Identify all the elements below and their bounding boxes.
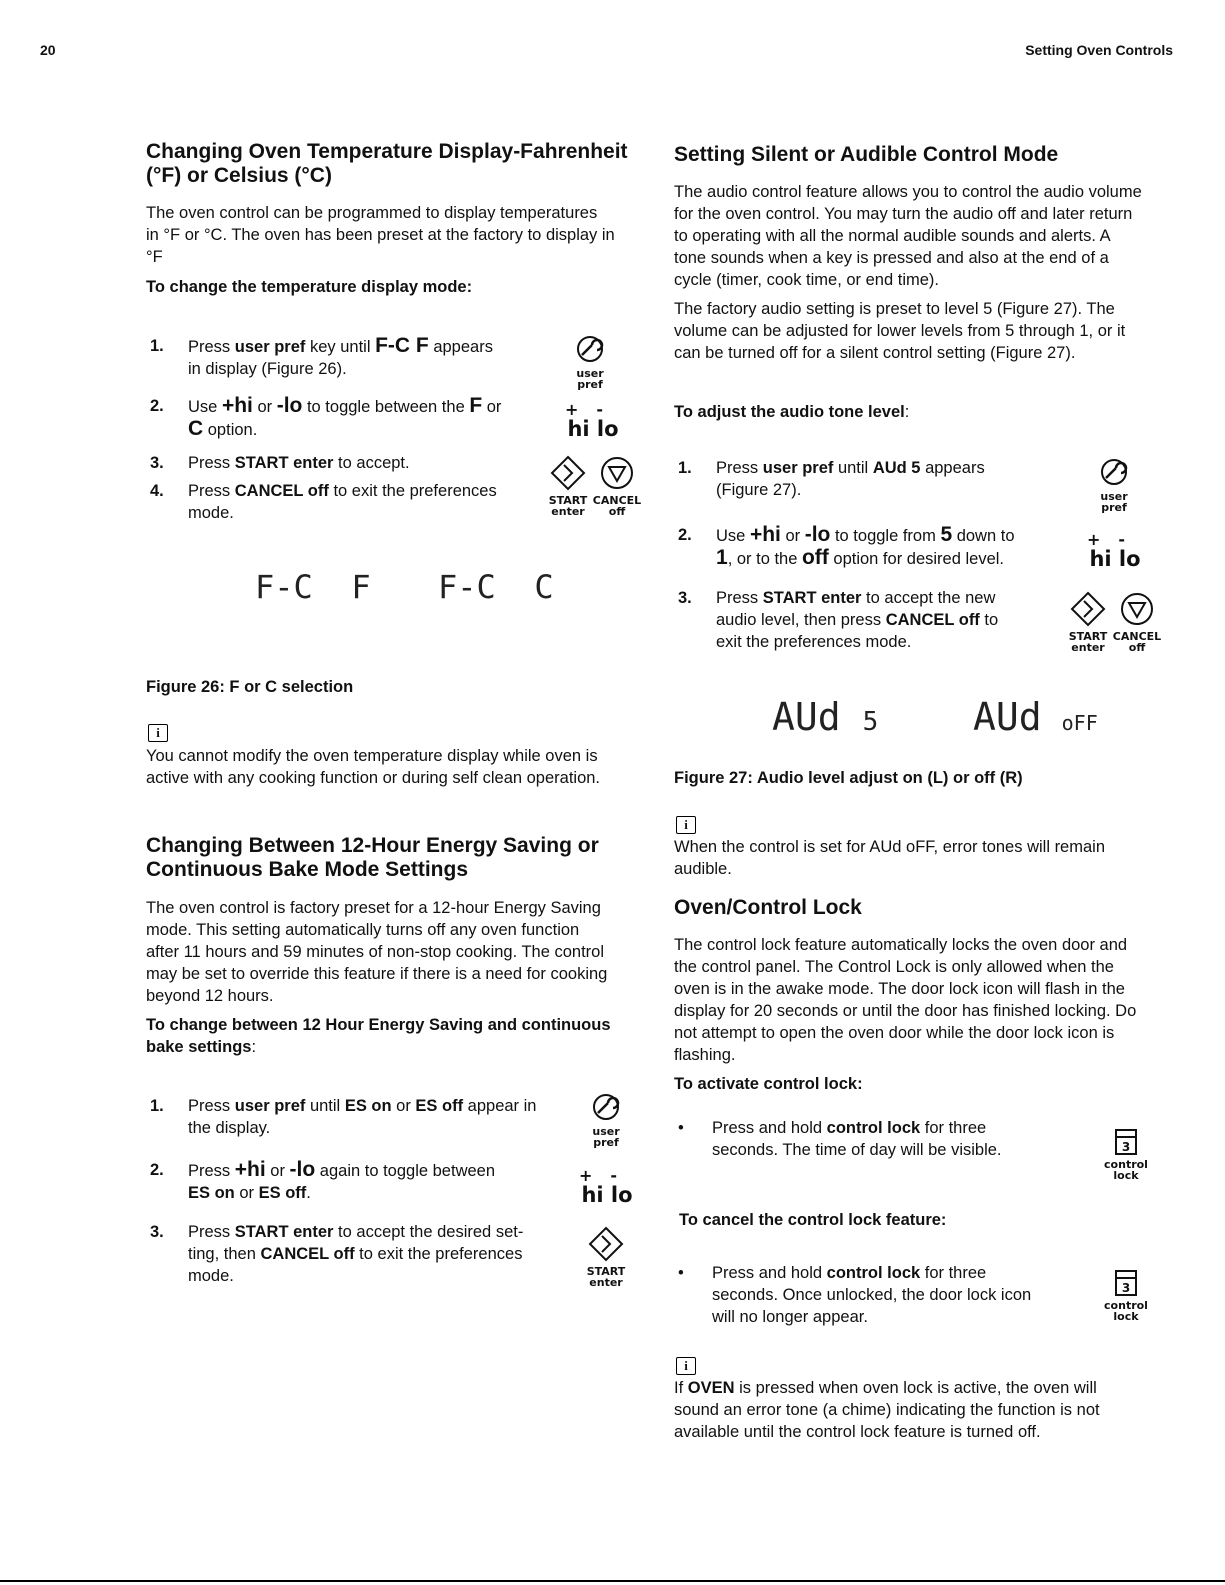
text: Use xyxy=(716,527,750,545)
key-name: user pref xyxy=(762,459,834,477)
hi-lo-icon xyxy=(1085,532,1145,570)
text: to toggle from xyxy=(830,527,941,545)
user-pref-icon xyxy=(565,334,615,390)
hi-label: hi xyxy=(581,1183,604,1207)
user-pref-icon xyxy=(1089,457,1139,513)
energy-saving-paragraph xyxy=(146,897,656,1007)
text: Use xyxy=(188,398,222,416)
step-number: 1. xyxy=(150,1097,164,1115)
text-line: to operating with all the normal audible sounds and alerts. A xyxy=(674,227,1111,245)
text: to toggle between the xyxy=(302,398,470,416)
display-text: ES off xyxy=(258,1184,307,1202)
text-line: volume can be adjusted for lower levels from 5 through 1, or it xyxy=(674,322,1126,340)
text-line: flashing. xyxy=(674,1046,736,1064)
key-name: control lock xyxy=(826,1264,921,1282)
text-line: for the oven control. You may turn the audio off and later return xyxy=(674,205,1133,223)
icon-label: pref xyxy=(593,1136,619,1149)
key-name: START enter xyxy=(762,589,862,607)
user-pref-icon xyxy=(581,1092,631,1148)
text-line: available until the control lock feature is turned off. xyxy=(674,1423,1041,1441)
text: or xyxy=(265,1162,290,1180)
step-number: 4. xyxy=(150,482,164,500)
icon-label: enter xyxy=(1071,641,1105,654)
control-lock-icon xyxy=(1100,1270,1152,1322)
section-title-control-lock: Oven/Control Lock xyxy=(674,896,862,919)
start-enter-icon xyxy=(583,1226,629,1288)
text: Press xyxy=(188,338,235,356)
text: ting, then xyxy=(188,1245,261,1263)
icon-label: user xyxy=(576,367,604,380)
key-name: user pref xyxy=(234,1097,306,1115)
control-lock-paragraph xyxy=(674,934,1184,1066)
colon: : xyxy=(904,403,910,421)
text: Press and hold xyxy=(712,1119,827,1137)
wrench-icon xyxy=(589,1092,623,1122)
subheading: To change the temperature display mode: xyxy=(146,278,473,296)
text: If xyxy=(674,1379,688,1397)
wrench-icon xyxy=(573,334,607,364)
text: seconds. The time of day will be visible. xyxy=(712,1141,1002,1159)
hi-lo-icon xyxy=(577,1168,637,1206)
text: audio level, then press xyxy=(716,611,886,629)
text: or xyxy=(391,1097,416,1115)
display-f-c-f: F-C F xyxy=(255,568,371,606)
text-line: tone sounds when a key is pressed and also at the end of a xyxy=(674,249,1109,267)
icon-label: control xyxy=(1104,1299,1148,1312)
lo-label: lo xyxy=(596,417,619,441)
bullet-dot: • xyxy=(678,1264,684,1282)
display-text: oFF xyxy=(1061,711,1098,735)
text: Press xyxy=(716,459,763,477)
audio-paragraph-2 xyxy=(674,298,1184,364)
text: to accept the new xyxy=(861,589,996,607)
text: is pressed when oven lock is active, the oven will xyxy=(734,1379,1097,1397)
start-enter-icon xyxy=(548,455,588,517)
key-name: -lo xyxy=(276,394,303,417)
icon-label: START xyxy=(548,494,588,507)
left-column xyxy=(146,140,646,298)
step-text xyxy=(716,457,1066,501)
text-line: after 11 hours and 59 minutes of non-stop cooking. The control xyxy=(146,943,605,961)
icon-label: user xyxy=(1100,490,1128,503)
text: to xyxy=(979,611,999,629)
subheading-cancel: To cancel the control lock feature: xyxy=(679,1211,947,1229)
note-control-lock xyxy=(674,1377,1184,1443)
minus-icon: - xyxy=(596,400,622,419)
lock-number: 3 xyxy=(1121,1281,1131,1295)
text: seconds. Once unlocked, the door lock icon xyxy=(712,1286,1032,1304)
display-text: 1 xyxy=(716,546,728,569)
text-line: cycle (timer, cook time, or end time). xyxy=(674,271,939,289)
page-header: Setting Oven Controls xyxy=(1025,42,1173,58)
display-f-c-c: F-C C xyxy=(438,568,554,606)
icon-label: lock xyxy=(1113,1310,1139,1323)
bullet-text xyxy=(712,1117,1082,1161)
page-bottom-rule xyxy=(0,1580,1225,1582)
step-number: 2. xyxy=(678,526,692,544)
icon-label: START xyxy=(586,1265,626,1278)
step-text xyxy=(188,395,501,441)
section-title-audio-mode: Setting Silent or Audible Control Mode xyxy=(674,143,1059,166)
key-name: CANCEL off xyxy=(234,482,329,500)
icon-label: CANCEL xyxy=(592,494,642,507)
info-icon: i xyxy=(676,1357,696,1375)
step-number: 1. xyxy=(150,337,164,355)
text: Press xyxy=(188,1162,235,1180)
lo-label: lo xyxy=(610,1183,633,1207)
note-audio xyxy=(674,836,1184,880)
cancel-off-icon xyxy=(1112,591,1162,653)
title-line: Continuous Bake Mode Settings xyxy=(146,858,469,881)
text: . xyxy=(306,1184,311,1202)
display-text: ES off xyxy=(415,1097,464,1115)
step-number: 2. xyxy=(150,1161,164,1179)
key-name: START enter xyxy=(234,1223,334,1241)
text: or xyxy=(252,398,277,416)
diamond-start-icon xyxy=(1070,591,1106,627)
text: to accept the desired set- xyxy=(333,1223,524,1241)
display-text: off xyxy=(801,546,829,569)
subheading xyxy=(146,1014,656,1058)
text-line: When the control is set for AUd oFF, error tones will remain xyxy=(674,838,1105,856)
bullet-text xyxy=(712,1262,1082,1328)
control-lock-icon xyxy=(1100,1129,1152,1181)
display-text: C xyxy=(188,417,204,440)
text: Press xyxy=(188,1097,235,1115)
step-text xyxy=(188,1095,578,1139)
subheading-activate: To activate control lock: xyxy=(674,1075,863,1093)
step-number: 3. xyxy=(678,589,692,607)
step-text xyxy=(188,452,410,474)
text: Press and hold xyxy=(712,1264,827,1282)
figure-27-caption: Figure 27: Audio level adjust on (L) or off (R) xyxy=(674,769,1023,787)
text: or xyxy=(780,527,805,545)
key-name: CANCEL off xyxy=(260,1245,355,1263)
subheading xyxy=(674,401,909,423)
step-text xyxy=(188,1159,578,1204)
icon-label: pref xyxy=(1101,501,1127,514)
hi-lo-icon xyxy=(563,402,623,440)
text: to exit the preferences xyxy=(354,1245,523,1263)
step-number: 2. xyxy=(150,397,164,415)
text: Press xyxy=(188,482,235,500)
key-name: control lock xyxy=(826,1119,921,1137)
colon: : xyxy=(251,1038,257,1056)
info-icon: i xyxy=(676,816,696,834)
text: mode. xyxy=(188,1267,234,1285)
key-name: +hi xyxy=(234,1158,266,1181)
text: to exit the preferences xyxy=(328,482,497,500)
text: the display. xyxy=(188,1119,271,1137)
icon-label: START xyxy=(1068,630,1108,643)
text: Press xyxy=(188,454,235,472)
info-icon: i xyxy=(148,724,168,742)
page-number: 20 xyxy=(40,42,56,58)
text: or xyxy=(234,1184,259,1202)
text: Press xyxy=(188,1223,235,1241)
text: To adjust the audio tone level xyxy=(674,403,905,421)
step-text xyxy=(188,480,497,524)
text-line: active with any cooking function or during self clean operation. xyxy=(146,769,601,787)
step-text xyxy=(716,587,1066,653)
icon-label: user xyxy=(592,1125,620,1138)
figure-26-caption: Figure 26: F or C selection xyxy=(146,678,354,696)
text-line: You cannot modify the oven temperature display while oven is xyxy=(146,747,598,765)
cancel-circle-icon xyxy=(1119,591,1155,627)
display-text: ES on xyxy=(188,1184,235,1202)
step-text xyxy=(716,524,1066,570)
minus-icon: - xyxy=(610,1166,636,1185)
text: again to toggle between xyxy=(315,1162,496,1180)
lock-key-icon xyxy=(1114,1270,1138,1296)
text: down to xyxy=(952,527,1015,545)
text: appears xyxy=(428,338,493,356)
text: option. xyxy=(203,421,258,439)
step-number: 3. xyxy=(150,1223,164,1241)
plus-icon: + xyxy=(578,1166,611,1185)
text: will no longer appear. xyxy=(712,1308,868,1326)
cancel-circle-icon xyxy=(599,455,635,491)
text-line: can be turned off for a silent control setting (Figure 27). xyxy=(674,344,1076,362)
audio-paragraph-1 xyxy=(674,181,1184,291)
display-text: F-C F xyxy=(375,334,429,357)
icon-label: control xyxy=(1104,1158,1148,1171)
text-line: beyond 12 hours. xyxy=(146,987,274,1005)
section-title-temp-display xyxy=(146,140,646,188)
plus-icon: + xyxy=(564,400,597,419)
icon-label: off xyxy=(608,505,626,518)
lock-number: 3 xyxy=(1121,1140,1131,1154)
text-line: sound an error tone (a chime) indicating the function is not xyxy=(674,1401,1100,1419)
step-text xyxy=(188,1221,578,1287)
icon-label: lock xyxy=(1113,1169,1139,1182)
text: , or to the xyxy=(727,550,802,568)
text-line: may be set to override this feature if there is a need for cooking xyxy=(146,965,608,983)
key-name: -lo xyxy=(804,523,831,546)
display-text: AUd 5 xyxy=(872,459,921,477)
icon-label: pref xyxy=(577,378,603,391)
diamond-start-icon xyxy=(588,1226,624,1262)
text: to accept. xyxy=(333,454,410,472)
key-name: -lo xyxy=(289,1158,316,1181)
text-line: To change between 12 Hour Energy Saving and continuous xyxy=(146,1016,611,1034)
step-text xyxy=(188,335,493,380)
bullet-dot: • xyxy=(678,1119,684,1137)
text-line: bake settings xyxy=(146,1038,252,1056)
text: exit the preferences mode. xyxy=(716,633,912,651)
text-line: oven is in the awake mode. The door lock icon will flash in the xyxy=(674,980,1125,998)
key-name: CANCEL off xyxy=(885,611,980,629)
text: Press xyxy=(716,589,763,607)
text: appears xyxy=(920,459,985,477)
key-name: +hi xyxy=(221,394,253,417)
text-line: display for 20 seconds or until the door has finished locking. Do xyxy=(674,1002,1137,1020)
lock-key-icon xyxy=(1114,1129,1138,1155)
note-temp-display xyxy=(146,745,656,789)
title-line: (°F) or Celsius (°C) xyxy=(146,164,332,187)
hi-label: hi xyxy=(1089,547,1112,571)
display-text: AUd xyxy=(772,695,841,739)
key-name: user pref xyxy=(234,338,306,356)
wrench-icon xyxy=(1097,457,1131,487)
text: option for desired level. xyxy=(828,550,1004,568)
icon-label: enter xyxy=(551,505,585,518)
text: in display (Figure 26). xyxy=(188,360,347,378)
text: for three xyxy=(920,1264,987,1282)
text: until xyxy=(833,459,873,477)
key-name: OVEN xyxy=(687,1379,735,1397)
display-text: F xyxy=(469,394,483,417)
plus-icon: + xyxy=(1086,530,1119,549)
start-enter-icon xyxy=(1068,591,1108,653)
text-line: The control lock feature automatically locks the oven door and xyxy=(674,936,1128,954)
text-line: audible. xyxy=(674,860,732,878)
display-text: ES on xyxy=(344,1097,392,1115)
section-title-energy-saving xyxy=(146,834,646,882)
hi-label: hi xyxy=(567,417,590,441)
text: key until xyxy=(305,338,376,356)
text-line: The audio control feature allows you to control the audio volume xyxy=(674,183,1142,201)
minus-icon: - xyxy=(1118,530,1144,549)
diamond-start-icon xyxy=(550,455,586,491)
icon-label: CANCEL xyxy=(1112,630,1162,643)
text-line: The factory audio setting is preset to level 5 (Figure 27). The xyxy=(674,300,1115,318)
lo-label: lo xyxy=(1118,547,1141,571)
key-name: START enter xyxy=(234,454,334,472)
text: until xyxy=(305,1097,345,1115)
text-line: The oven control is factory preset for a 12-hour Energy Saving xyxy=(146,899,601,917)
cancel-off-icon xyxy=(592,455,642,517)
text: for three xyxy=(920,1119,987,1137)
display-text: 5 xyxy=(862,707,879,737)
text: mode. xyxy=(188,504,234,522)
text-line: mode. This setting automatically turns off any oven function xyxy=(146,921,580,939)
icon-label: enter xyxy=(589,1276,623,1289)
display-aud-5 xyxy=(772,695,878,739)
title-line: Changing Between 12-Hour Energy Saving or xyxy=(146,834,599,857)
text-line: The oven control can be programmed to display temperatures xyxy=(146,204,598,222)
text: appear in xyxy=(463,1097,537,1115)
text-line: the control panel. The Control Lock is only allowed when the xyxy=(674,958,1114,976)
display-text: AUd xyxy=(973,695,1042,739)
display-aud-off xyxy=(973,695,1098,739)
intro-paragraph xyxy=(146,202,646,268)
icon-label: off xyxy=(1128,641,1146,654)
text-line: in °F or °C. The oven has been preset at the factory to display in xyxy=(146,226,615,244)
text: or xyxy=(482,398,502,416)
text: (Figure 27). xyxy=(716,481,802,499)
text-line: °F xyxy=(146,248,163,266)
key-name: +hi xyxy=(749,523,781,546)
display-text: 5 xyxy=(940,523,953,546)
text-line: not attempt to open the oven door while the door lock icon is xyxy=(674,1024,1115,1042)
step-number: 1. xyxy=(678,459,692,477)
step-number: 3. xyxy=(150,454,164,472)
title-line: Changing Oven Temperature Display-Fahrenheit xyxy=(146,140,628,163)
